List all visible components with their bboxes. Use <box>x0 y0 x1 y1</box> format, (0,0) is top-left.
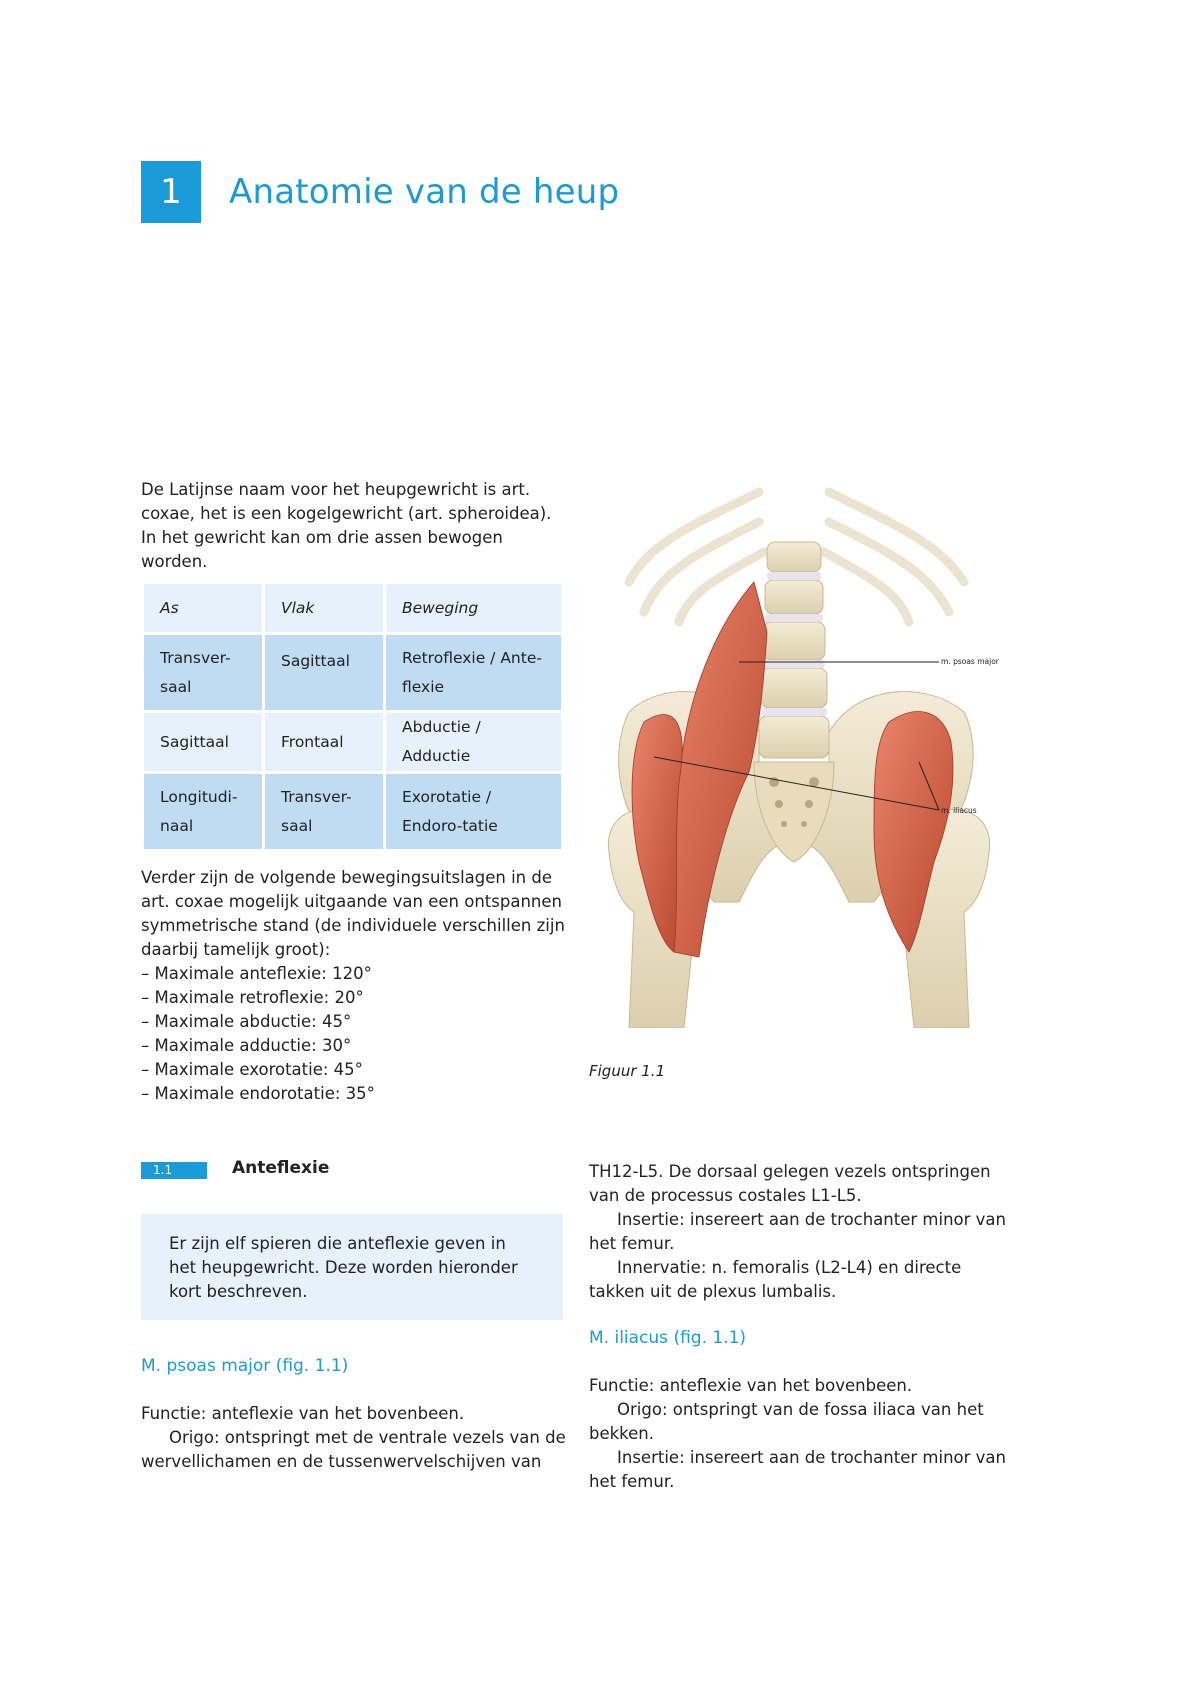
table-row <box>143 712 563 773</box>
chapter-title: Anatomie van de heup <box>229 172 620 212</box>
section-number: 1.1 <box>141 1162 207 1179</box>
figure-caption: Figuur 1.1 <box>589 1062 666 1080</box>
psoas-section <box>141 1354 571 1474</box>
psoas-origo-continued: TH12-L5. De dorsaal gelegen vezels ontspringen van de processus costales L1-L5. <box>589 1162 991 1205</box>
table-cell: Abductie / Adductie <box>385 712 563 773</box>
table-cell: Retroflexie / Ante-flexie <box>385 634 563 712</box>
table-cell: Sagittaal <box>264 634 385 712</box>
list-item: – Maximale exorotatie: 45° <box>141 1058 571 1082</box>
table-cell: Frontaal <box>264 712 385 773</box>
list-item: – Maximale adductie: 30° <box>141 1034 571 1058</box>
ranges-list <box>141 962 571 1106</box>
chapter-number: 1 <box>141 161 201 223</box>
table-row <box>143 634 563 712</box>
intro-paragraph: De Latijnse naam voor het heupgewricht is art. coxae, het is een kogelgewricht (art. spheroidea). In het gewricht kan om drie assen bewogen worden. <box>141 480 552 571</box>
hip-anatomy-illustration <box>589 482 1009 1028</box>
iliacus-heading: M. iliacus (fig. 1.1) <box>589 1328 747 1348</box>
table-header: As <box>143 583 264 634</box>
table-header-row <box>143 583 563 634</box>
table-cell: Exorotatie / Endoro-tatie <box>385 773 563 851</box>
psoas-functie: Functie: anteflexie van het bovenbeen. <box>141 1404 465 1423</box>
iliacus-functie: Functie: anteflexie van het bovenbeen. <box>589 1376 913 1395</box>
psoas-origo: Origo: ontspringt met de ventrale vezels van de wervellichamen en de tussenwervelschijven van <box>141 1428 566 1471</box>
movement-table <box>141 581 564 852</box>
figure-label-iliacus: m. iliacus <box>941 806 977 815</box>
figure-label-psoas: m. psoas major <box>941 657 999 666</box>
ranges-intro: Verder zijn de volgende bewegingsuitslagen in de art. coxae mogelijk uitgaande van een ontspannen symmetrische stand (de individuele verschillen zijn daarbij tamelijk groot): <box>141 868 565 959</box>
list-item: – Maximale abductie: 45° <box>141 1010 571 1034</box>
psoas-heading: M. psoas major (fig. 1.1) <box>141 1356 349 1376</box>
table-cell: Transver-saal <box>143 634 264 712</box>
psoas-innervatie: Innervatie: n. femoralis (L2-L4) en directe takken uit de plexus lumbalis. <box>589 1258 962 1301</box>
list-item: – Maximale anteflexie: 120° <box>141 962 571 986</box>
table-cell: Longitudi-naal <box>143 773 264 851</box>
info-box: Er zijn elf spieren die anteflexie geven in het heupgewricht. Deze worden hieronder kort beschreven. <box>141 1214 563 1320</box>
iliacus-insertie: Insertie: insereert aan de trochanter minor van het femur. <box>589 1448 1006 1491</box>
list-item: – Maximale retroflexie: 20° <box>141 986 571 1010</box>
psoas-insertie: Insertie: insereert aan de trochanter minor van het femur. <box>589 1210 1006 1253</box>
section-title: Anteflexie <box>232 1158 330 1178</box>
table-row <box>143 773 563 851</box>
table-cell: Transver-saal <box>264 773 385 851</box>
list-item: – Maximale endorotatie: 35° <box>141 1082 571 1106</box>
table-header: Beweging <box>385 583 563 634</box>
table-cell: Sagittaal <box>143 712 264 773</box>
right-column-text <box>589 1160 1019 1494</box>
iliacus-origo: Origo: ontspringt van de fossa iliaca van het bekken. <box>589 1400 984 1443</box>
table-header: Vlak <box>264 583 385 634</box>
ranges-block <box>141 866 571 1106</box>
